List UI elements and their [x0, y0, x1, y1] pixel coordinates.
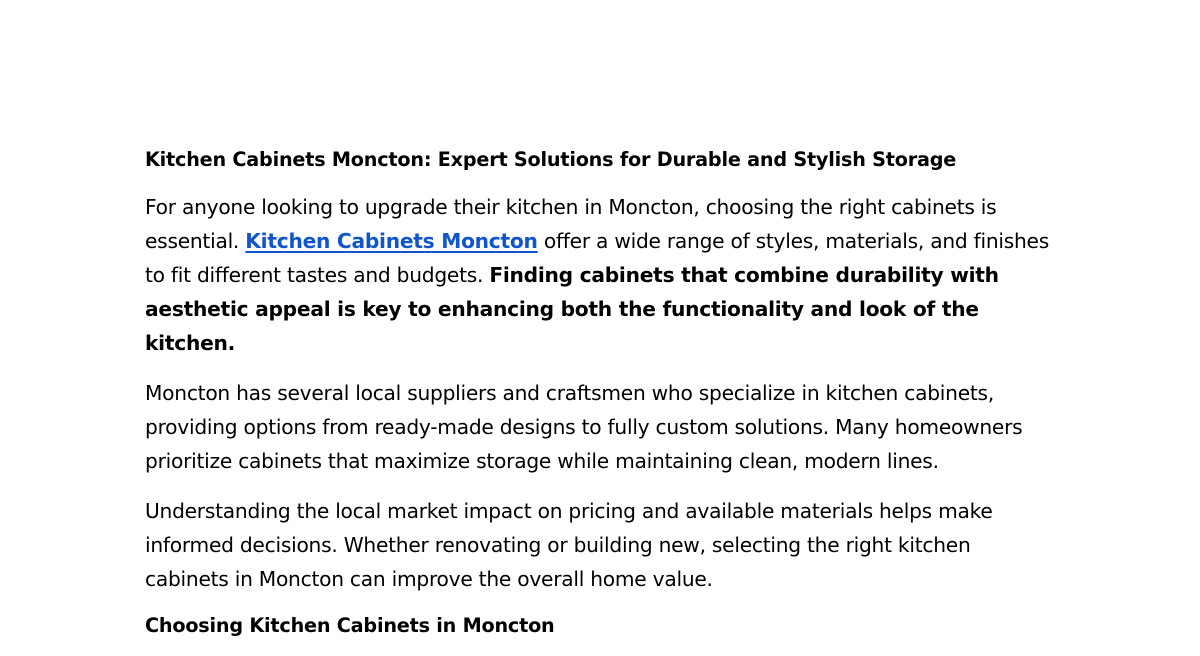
document-page — [145, 146, 1060, 656]
body-paragraph-2: Moncton has several local suppliers and craftsmen who specialize in kitchen cabinets, providing options from ready-made designs to fully custom solutions. Many homeowners prioritize cabinets that maximize storage while maintaining clean, modern lines. — [145, 381, 1023, 473]
intro-bold-text: Finding cabinets that combine durability with aesthetic appeal is key to enhancing both the functionality and look of the kitchen. — [145, 263, 999, 355]
body-paragraph-3: Understanding the local market impact on pricing and available materials helps make informed decisions. Whether renovating or building new, selecting the right kitchen cabinets in Moncton can improve the overall home value. — [145, 499, 993, 591]
intro-text-before-link: For anyone looking to upgrade their kitchen in Moncton, choosing the right cabinets is essential. — [145, 195, 997, 253]
intro-paragraph — [145, 190, 1060, 360]
document-title: Kitchen Cabinets Moncton: Expert Solutions for Durable and Stylish Storage — [145, 148, 957, 171]
section-heading: Choosing Kitchen Cabinets in Moncton — [145, 614, 555, 637]
kitchen-cabinets-moncton-link[interactable]: Kitchen Cabinets Moncton — [245, 229, 538, 253]
intro-text-after-link: offer a wide range of styles, materials, and finishes to fit different tastes and budgets. — [145, 229, 1049, 287]
